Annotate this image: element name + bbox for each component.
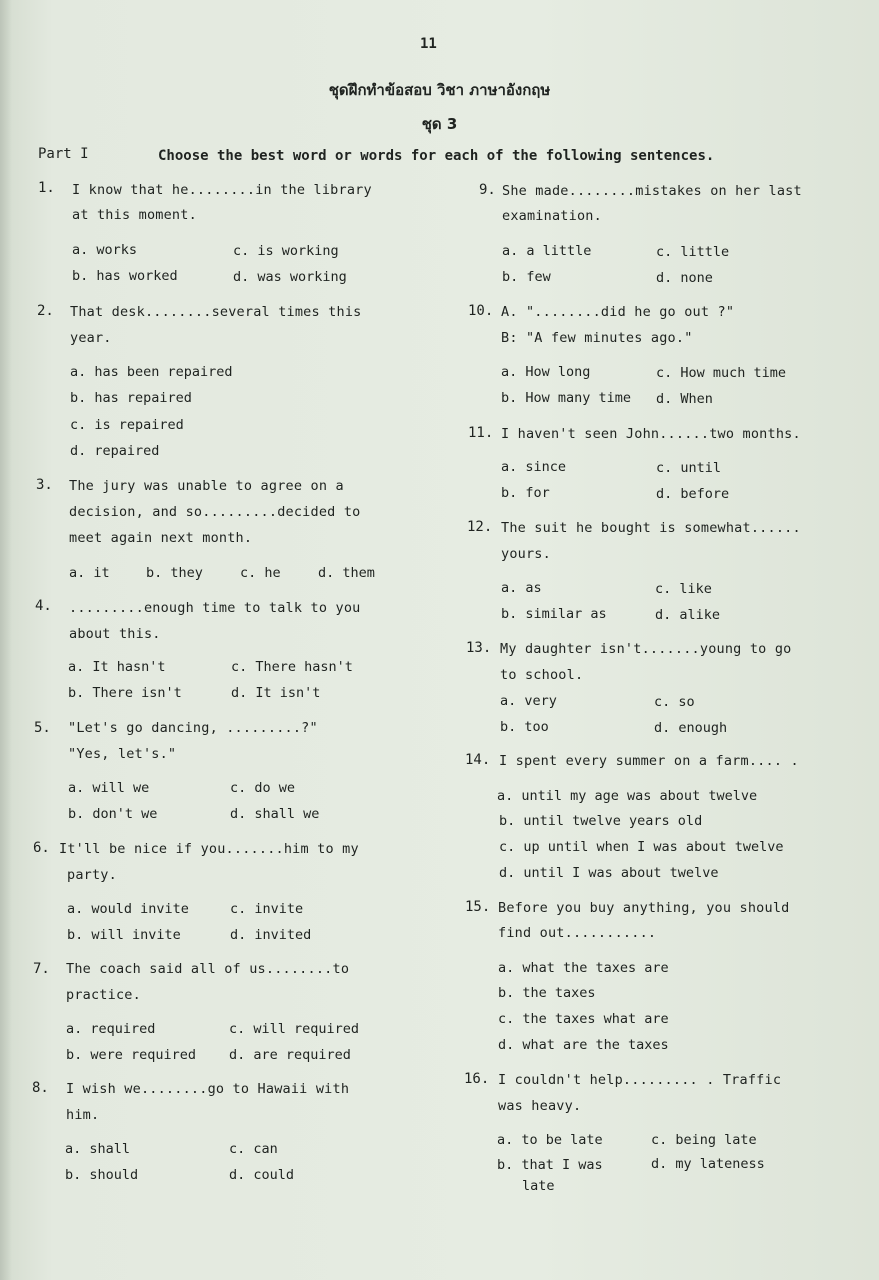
option: b. for bbox=[501, 485, 550, 501]
option: b. too bbox=[500, 719, 549, 735]
option: c. invite bbox=[230, 901, 304, 917]
question-number: 4. bbox=[35, 598, 52, 614]
question-text: "Let's go dancing, .........?" bbox=[68, 720, 318, 736]
question-text: It'll be nice if you.......him to my bbox=[59, 841, 359, 857]
option: c. up until when I was about twelve bbox=[499, 839, 784, 855]
option: b. should bbox=[65, 1167, 139, 1183]
option: d. enough bbox=[654, 720, 728, 736]
option: d. none bbox=[656, 270, 713, 286]
instruction: Choose the best word or words for each of the following sentences. bbox=[158, 148, 715, 164]
question-text: meet again next month. bbox=[69, 530, 253, 546]
option: d. could bbox=[229, 1167, 295, 1183]
option: c. will required bbox=[229, 1021, 360, 1037]
question-text: to school. bbox=[500, 667, 584, 683]
part-label: Part I bbox=[38, 146, 89, 162]
option: d. until I was about twelve bbox=[499, 865, 719, 881]
question-number: 7. bbox=[33, 961, 50, 977]
question-text: She made........mistakes on her last bbox=[502, 183, 802, 199]
question-text: was heavy. bbox=[498, 1098, 582, 1114]
question-text: I spent every summer on a farm.... . bbox=[499, 753, 799, 769]
option: a. How long bbox=[501, 364, 591, 380]
option: c. do we bbox=[230, 780, 296, 796]
question-text: "Yes, let's." bbox=[68, 746, 177, 762]
option: b. How many time bbox=[501, 390, 632, 406]
question-number: 13. bbox=[466, 640, 492, 656]
option: a. a little bbox=[502, 243, 592, 259]
page-number: 11 bbox=[420, 36, 437, 52]
question-text: yours. bbox=[501, 546, 551, 562]
question-text: I know that he........in the library bbox=[72, 182, 372, 198]
question-number: 8. bbox=[32, 1080, 49, 1096]
question-text: year. bbox=[70, 330, 112, 346]
option: c. is working bbox=[233, 243, 339, 259]
exam-title: ชุดฝึกทำข้อสอบ วิชา ภาษาอังกฤษ bbox=[328, 81, 551, 99]
option: a. very bbox=[500, 693, 557, 709]
question-number: 1. bbox=[38, 180, 55, 196]
question-text: I couldn't help......... . Traffic bbox=[498, 1072, 782, 1088]
option: c. the taxes what are bbox=[498, 1011, 669, 1027]
option: a. shall bbox=[65, 1141, 131, 1157]
question-text: at this moment. bbox=[72, 207, 197, 223]
question-text: about this. bbox=[69, 626, 161, 642]
option: b. until twelve years old bbox=[499, 813, 703, 829]
question-text: party. bbox=[67, 867, 117, 883]
option: b. There isn't bbox=[68, 685, 182, 701]
option: d. repaired bbox=[70, 443, 160, 459]
option: c. he bbox=[240, 565, 281, 581]
question-text: That desk........several times this bbox=[70, 304, 362, 320]
question-number: 14. bbox=[465, 752, 491, 768]
option: d. invited bbox=[230, 927, 312, 943]
option: a. what the taxes are bbox=[498, 960, 669, 976]
option: b. has worked bbox=[72, 268, 178, 284]
option: a. has been repaired bbox=[70, 364, 233, 380]
option: a. required bbox=[66, 1021, 156, 1037]
option: b. they bbox=[146, 565, 203, 581]
option: d. alike bbox=[655, 607, 721, 623]
option: d. them bbox=[318, 565, 375, 581]
question-text: find out........... bbox=[498, 925, 657, 941]
question-number: 16. bbox=[464, 1071, 490, 1087]
option: a. to be late bbox=[497, 1132, 603, 1148]
option: c. until bbox=[656, 460, 722, 476]
question-number: 11. bbox=[468, 425, 494, 441]
option: b. don't we bbox=[68, 806, 158, 822]
question-text: The jury was unable to agree on a bbox=[69, 478, 344, 494]
option: d. When bbox=[656, 391, 713, 407]
page-edge-shadow bbox=[0, 0, 12, 1280]
question-text: The suit he bought is somewhat...... bbox=[501, 520, 801, 536]
question-text: Before you buy anything, you should bbox=[498, 900, 790, 916]
question-number: 12. bbox=[467, 519, 493, 535]
question-text: practice. bbox=[66, 987, 141, 1003]
set-label: ชุด 3 bbox=[421, 115, 458, 133]
option: a. until my age was about twelve bbox=[497, 788, 758, 804]
question-text: I wish we........go to Hawaii with bbox=[66, 1081, 350, 1097]
option: c. How much time bbox=[656, 365, 787, 381]
option: a. it bbox=[69, 565, 110, 581]
question-text: decision, and so.........decided to bbox=[69, 504, 361, 520]
option: a. as bbox=[501, 580, 542, 596]
question-number: 6. bbox=[33, 840, 50, 856]
option: a. since bbox=[501, 459, 567, 475]
option: b. the taxes bbox=[498, 985, 596, 1001]
question-number: 3. bbox=[36, 477, 53, 493]
option: b. will invite bbox=[67, 927, 181, 943]
question-text: My daughter isn't.......young to go bbox=[500, 641, 792, 657]
option: d. It isn't bbox=[231, 685, 321, 701]
option: c. like bbox=[655, 581, 712, 597]
option: a. It hasn't bbox=[68, 659, 166, 675]
option: b. has repaired bbox=[70, 390, 192, 406]
option: b. that I was bbox=[497, 1157, 603, 1173]
option: c. can bbox=[229, 1141, 278, 1157]
option: d. was working bbox=[233, 269, 347, 285]
question-text: .........enough time to talk to you bbox=[69, 600, 361, 616]
option: a. would invite bbox=[67, 901, 189, 917]
question-text: A. "........did he go out ?" bbox=[501, 304, 735, 320]
option: d. are required bbox=[229, 1047, 351, 1063]
option: b. similar as bbox=[501, 606, 607, 622]
question-number: 9. bbox=[479, 182, 496, 198]
question-text: examination. bbox=[502, 208, 602, 224]
option: c. being late bbox=[651, 1132, 757, 1148]
option-continuation: late bbox=[522, 1178, 555, 1194]
option: d. what are the taxes bbox=[498, 1037, 669, 1053]
question-text: I haven't seen John......two months. bbox=[501, 426, 801, 442]
option: d. before bbox=[656, 486, 730, 502]
option: c. There hasn't bbox=[231, 659, 353, 675]
question-number: 2. bbox=[37, 303, 54, 319]
option: a. will we bbox=[68, 780, 150, 796]
option: c. little bbox=[656, 244, 730, 260]
option: d. shall we bbox=[230, 806, 320, 822]
option: b. were required bbox=[66, 1047, 197, 1063]
option: c. is repaired bbox=[70, 417, 184, 433]
question-text: B: "A few minutes ago." bbox=[501, 330, 693, 346]
option: c. so bbox=[654, 694, 695, 710]
question-text: him. bbox=[66, 1107, 100, 1123]
option: d. my lateness bbox=[651, 1156, 765, 1172]
option: a. works bbox=[72, 242, 138, 258]
question-number: 15. bbox=[465, 899, 491, 915]
question-text: The coach said all of us........to bbox=[66, 961, 350, 977]
option: b. few bbox=[502, 269, 551, 285]
question-number: 10. bbox=[468, 303, 494, 319]
question-number: 5. bbox=[34, 720, 51, 736]
